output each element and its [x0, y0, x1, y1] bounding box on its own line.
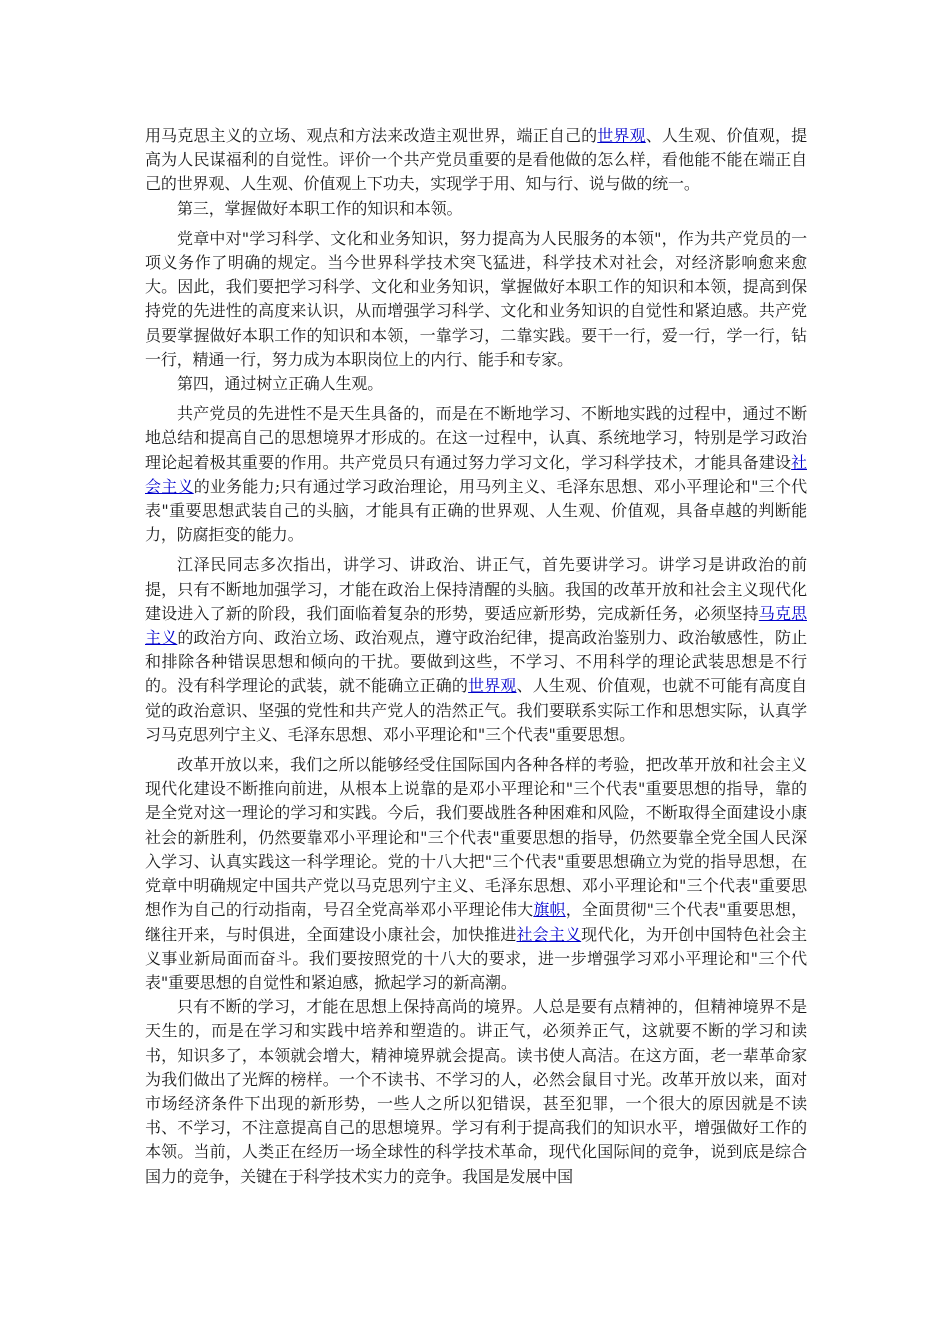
- link-socialism[interactable]: 社会主义: [145, 452, 807, 496]
- paragraph-5-text-b: 的业务能力;只有通过学习政治理论，用马列主义、毛泽东思想、邓小平理论和"三个代表"重要思想武装自己的头脑，才能具有正确的世界观、人生观、价值观，具备卓越的判断能力，防腐拒变的能力。: [145, 476, 807, 545]
- paragraph-3: 党章中对"学习科学、文化和业务知识，努力提高为人民服务的本领"，作为共产党员的一项义务作了明确的规定。当今世界科学技术突飞猛进，科学技术对社会，对经济影响愈来愈大。因此，我们要把学习科学、文化和业务知识，掌握做好本职工作的知识和本领，提高到保持党的先进性的高度来认识，从而增强学习科学、文化和业务知识的自觉性和紧迫感。共产党员要掌握做好本职工作的知识和本领，一靠学习，二靠实践。要干一行，爱一行，学一行，钻一行，精通一行，努力成为本职岗位上的内行、能手和专家。: [145, 228, 807, 369]
- link-worldview-2[interactable]: 世界观: [468, 676, 517, 696]
- link-marxism[interactable]: 马克思主义: [145, 603, 807, 648]
- paragraph-6-text-c: 、人生观、价值观，也就不可能有高度自觉的政治意识、坚强的党性和共产党人的浩然正气。我们要联系实际工作和思想实际，认真学习马克思列宁主义、毛泽东思想、邓小平理论和"三个代表"重要思想。: [145, 676, 807, 744]
- document-body: [145, 124, 807, 1189]
- link-socialism-2[interactable]: 社会主义: [516, 924, 582, 944]
- paragraph-7-text-a: 改革开放以来，我们之所以能够经受住国际国内各种各样的考验，把改革开放和社会主义现代化建设不断推向前进，从根本上说靠的是邓小平理论和"三个代表"重要思想的指导，靠的是全党对这一理论的学习和实践。今后，我们要战胜各种困难和风险，不断取得全面建设小康社会的新胜利，仍然要靠邓小平理论和"三个代表"重要思想的指导，仍然要靠全党全国人民深入学习、认真实践这一科学理论。党的十八大把"三个代表"重要思想确立为党的指导思想，在党章中明确规定中国共产党以马克思列宁主义、毛泽东思想、邓小平理论和"三个代表"重要思想作为自己的行动指南，号召全党高举邓小平理论伟大: [145, 755, 807, 920]
- paragraph-7-text-c: 现代化，为开创中国特色社会主义事业新局面而奋斗。我们要按照党的十八大的要求，进一步增强学习邓小平理论和"三个代表"重要思想的自觉性和紧迫感，掀起学习的新高潮。: [145, 924, 807, 992]
- heading-fourth: 第四，通过树立正确人生观。: [177, 374, 384, 394]
- heading-third: 第三，掌握做好本职工作的知识和本领。: [177, 198, 463, 218]
- paragraph-6-text-a: 江泽民同志多次指出，讲学习、讲政治、讲正气，首先要讲学习。讲学习是讲政治的前提，只有不断地加强学习，才能在政治上保持清醒的头脑。我国的改革开放和社会主义现代化建设进入了新的阶段，我们面临着复杂的形势，要适应新形势，完成新任务，必须坚持: [145, 555, 807, 623]
- paragraph-7-text-b: ，全面贯彻"三个代表"重要思想，继往开来，与时俱进，全面建设小康社会，加快推进: [145, 900, 808, 944]
- paragraph-1-text-b: 、人生观、价值观，提高为人民谋福利的自觉性。评价一个共产党员重要的是看他做的怎么样，看他能不能在端正自己的世界观、人生观、价值观上下功夫，实现学于用、知与行、说与做的统一。: [145, 126, 807, 194]
- paragraph-5: [145, 402, 807, 547]
- paragraph-5-text-a: 共产党员的先进性不是天生具备的，而是在不断地学习、不断地实践的过程中，通过不断地总结和提高自己的思想境界才形成的。在这一过程中，认真、系统地学习，特别是学习政治理论起着极其重要的作用。共产党员只有通过努力学习文化，学习科学技术，才能具备建设: [145, 404, 807, 472]
- paragraph-1-text-a: 用马克思主义的立场、观点和方法来改造主观世界，端正自己的: [145, 126, 598, 145]
- link-banner[interactable]: 旗帜: [533, 900, 566, 920]
- paragraph-6: [145, 553, 807, 747]
- link-worldview[interactable]: 世界观: [597, 126, 646, 145]
- paragraph-1: [145, 124, 807, 197]
- paragraph-8: 只有不断的学习，才能在思想上保持高尚的境界。人总是要有点精神的，但精神境界不是天生的，而是在学习和实践中培养和塑造的。讲正气，必须养正气，这就要不断的学习和读书，知识多了，本领就会增大，精神境界就会提高。读书使人高洁。在这方面，老一辈革命家为我们做出了光辉的榜样。一个不读书、不学习的人，必然会鼠目寸光。改革开放以来，面对市场经济条件下出现的新形势，一些人之所以犯错误，甚至犯罪，一个很大的原因就是不读书、不学习，不注意提高自己的思想境界。学习有利于提高我们的知识水平，增强做好工作的本领。当前，人类正在经历一场全球性的科学技术革命，现代化国际间的竞争，说到底是综合国力的竞争，关键在于科学技术实力的竞争。我国是发展中国: [145, 997, 807, 1186]
- paragraph-6-text-b: 的政治方向、政治立场、政治观点，遵守政治纪律，提高政治鉴别力、政治敏感性，防止和排除各种错误思想和倾向的干扰。要做到这些，不学习、不用科学的理论武装思想是不行的。没有科学理论的武装，就不能确立正确的: [145, 628, 807, 696]
- paragraph-7: [145, 753, 807, 995]
